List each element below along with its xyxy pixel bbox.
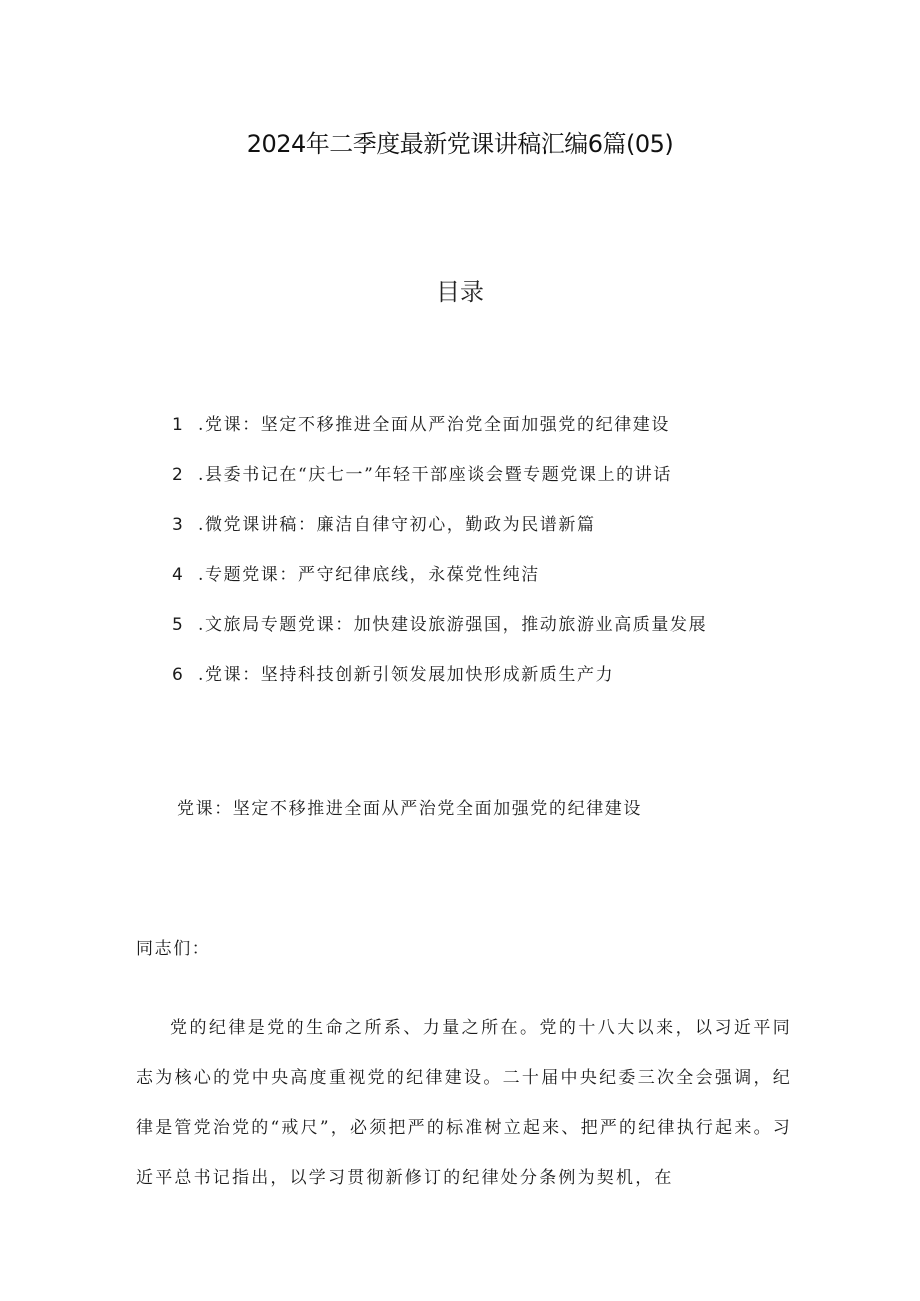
toc-item-number: 4 xyxy=(172,565,185,585)
toc-item-text: .党课：坚持科技创新引领发展加快形成新质生产力 xyxy=(198,665,615,685)
toc-heading: 目录 xyxy=(436,278,484,306)
toc-item-number: 2 xyxy=(172,465,185,485)
toc-item-2[interactable] xyxy=(172,460,812,510)
toc-item-text: .党课：坚定不移推进全面从严治党全面加强党的纪律建设 xyxy=(198,415,671,435)
toc-item-number: 1 xyxy=(172,415,185,435)
toc-item-text: .微党课讲稿：廉洁自律守初心，勤政为民谱新篇 xyxy=(198,515,596,535)
toc-item-number: 5 xyxy=(172,615,185,635)
toc-item-6[interactable] xyxy=(172,660,812,710)
body-paragraph: 党的纪律是党的生命之所系、力量之所在。党的十八大以来，以习近平同志为核心的党中央高度重视党的纪律建设。二十届中央纪委三次全会强调，纪律是管党治党的“戒尺”，必须把严的标准树立起来、把严的纪律执行起来。习近平总书记指出，以学习贯彻新修订的纪律处分条例为契机，在 xyxy=(136,1018,792,1188)
document-title: 2024年二季度最新党课讲稿汇编6篇(05) xyxy=(246,130,674,158)
table-of-contents xyxy=(172,410,812,710)
toc-item-5[interactable] xyxy=(172,610,812,660)
toc-item-text: .专题党课：严守纪律底线，永葆党性纯洁 xyxy=(198,565,540,585)
toc-item-text: .县委书记在“庆七一”年轻干部座谈会暨专题党课上的讲话 xyxy=(198,465,672,485)
salutation: 同志们： xyxy=(136,939,211,959)
toc-item-4[interactable] xyxy=(172,560,812,610)
toc-item-number: 6 xyxy=(172,665,185,685)
section-title: 党课：坚定不移推进全面从严治党全面加强党的纪律建设 xyxy=(177,799,642,819)
toc-item-number: 3 xyxy=(172,515,185,535)
toc-item-3[interactable] xyxy=(172,510,812,560)
toc-item-text: .文旅局专题党课：加快建设旅游强国，推动旅游业高质量发展 xyxy=(198,615,708,635)
toc-item-1[interactable] xyxy=(172,410,812,460)
